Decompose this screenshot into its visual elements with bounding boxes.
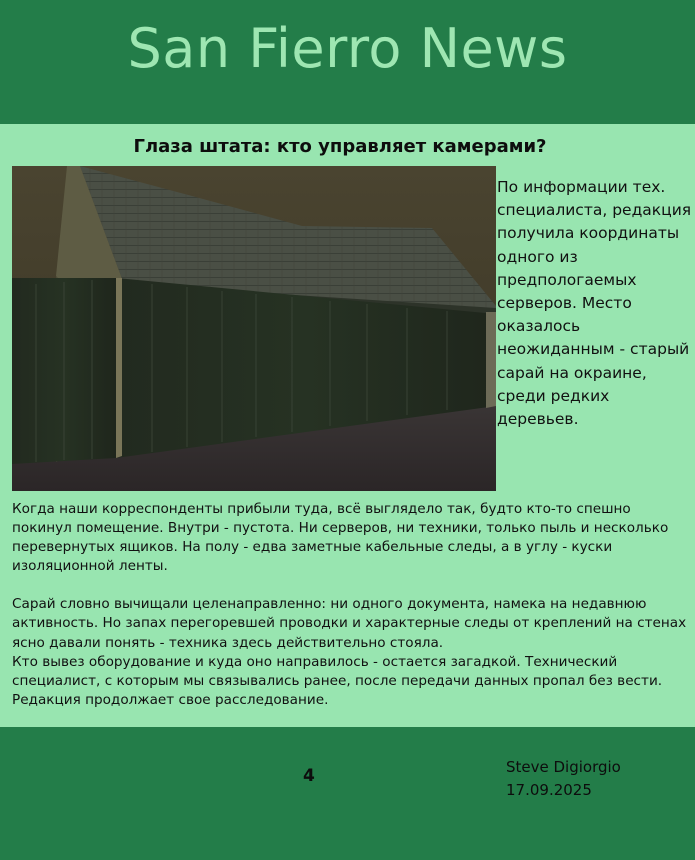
article-paragraph-2: Сарай словно вычищали целенаправленно: ни одного документа, намека на недавнюю активность. Но запах перегоревшей проводки и характерные следы от креплений на стенах ясно давали понять - техника здесь действительно стояла. xyxy=(12,596,687,651)
article-paragraph-3: Кто вывез оборудование и куда оно направилось - остается загадкой. Технический специалист, с которым мы связывались ранее, после передачи данных пропал без вести. Редакция продолжает свое расследование. xyxy=(12,653,663,708)
article-body xyxy=(12,500,690,710)
header-bar xyxy=(0,0,695,124)
article-paragraph-1: Когда наши корреспонденты прибыли туда, всё выглядело так, будто кто-то спешно покинул помещение. Внутри - пустота. Ни серверов, ни техники, только пыль и несколько перевернутых ящиков. На полу - едва заметные кабельные следы, а в углу - куски изоляционной ленты. xyxy=(12,501,669,575)
page-number: 4 xyxy=(303,766,315,786)
masthead-title: San Fierro News xyxy=(127,17,568,80)
article-headline: Глаза штата: кто управляет камерами? xyxy=(133,136,547,157)
paragraph-spacer xyxy=(12,576,690,595)
publication-date: 17.09.2025 xyxy=(506,781,592,799)
article-photo xyxy=(12,166,496,491)
author-name: Steve Digiorgio xyxy=(506,758,621,776)
side-column-text: По информации тех. специалиста, редакция получила координаты одного из предпологаемых серверов. Место оказалось неожиданным - старый сарай на окраине, среди редких деревьев. xyxy=(497,178,692,429)
